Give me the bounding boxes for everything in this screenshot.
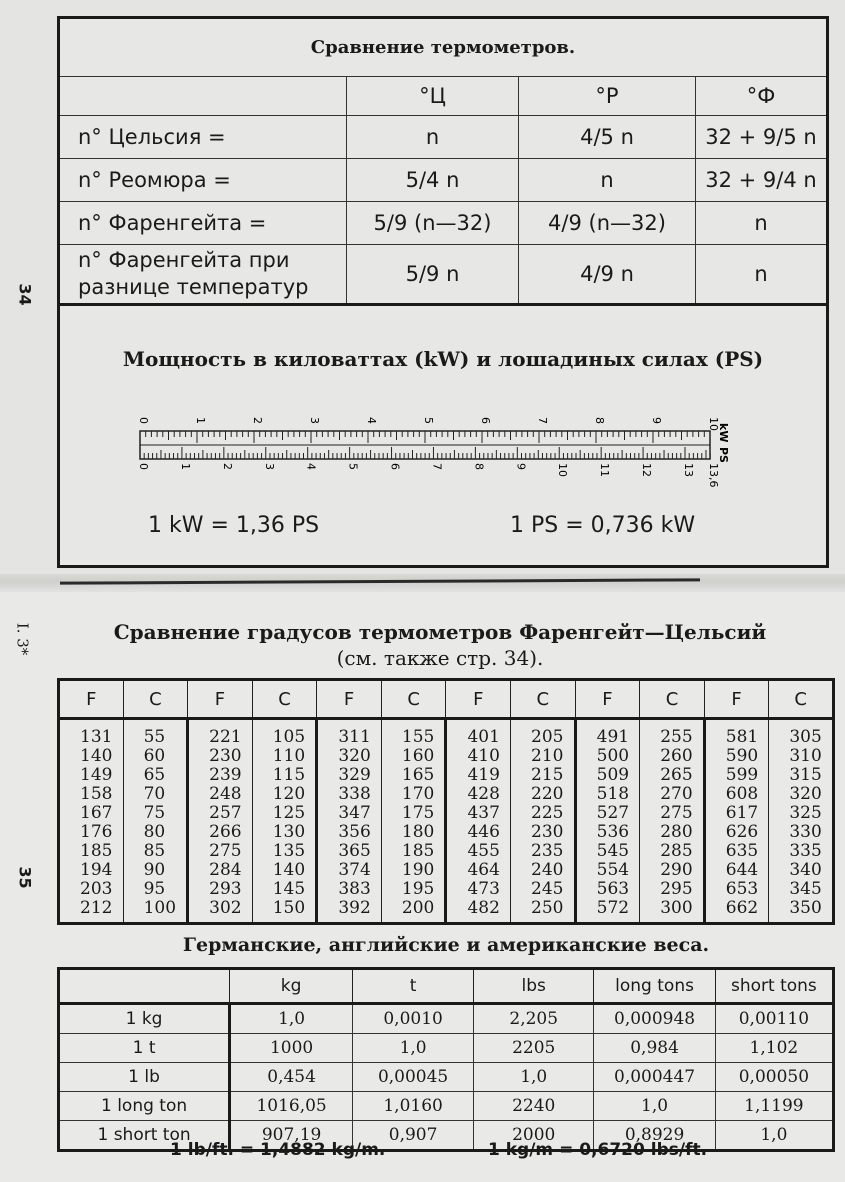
cell-c: 5/4 n [347,159,519,202]
weights-cell: 0,8929 [594,1121,715,1151]
weights-row-label: 1 short ton [59,1121,230,1151]
ps-tick-label: 2 [220,463,234,470]
weights-row-label: 1 lb [59,1063,230,1092]
weights-cell: 0,00045 [353,1063,474,1092]
row-label: n° Реомюра = [60,159,347,202]
weights-cell: 0,454 [230,1063,353,1092]
weights-cell: 0,984 [594,1034,715,1063]
lbft-conversion: 1 lb/ft. = 1,4882 kg/m. [170,1140,386,1160]
fc-header-c: C [511,680,576,719]
cell-c: 5/9 n [347,245,519,305]
ps-tick-label: 0 [137,463,150,470]
fahrenheit-column: 221 230 239 248 257 266 275 284 293 302 [188,719,253,924]
kw-tick-label: 2 [251,417,264,424]
fc-header-f: F [188,680,253,719]
thermometer-comparison-title: Сравнение термометров. [310,37,576,58]
thermometer-power-box [57,16,829,568]
weights-cell: 2240 [474,1092,594,1121]
fc-header-c: C [640,680,705,719]
kw-to-ps: 1 kW = 1,36 PS [148,513,320,538]
kw-tick-label: 4 [365,417,378,424]
weights-cell: 0,907 [353,1121,474,1151]
sheet-mark: I. 3* [13,622,32,656]
ps-tick-label: 8 [472,463,486,470]
fc-table [57,678,835,925]
weights-cell: 0,000447 [594,1063,715,1092]
weights-cell: 1,0 [594,1092,715,1121]
weights-cell: 1,0 [353,1034,474,1063]
weights-cell: 1,1199 [715,1092,833,1121]
weights-cell: 0,0010 [353,1004,474,1034]
ps-tick-label: 1 [178,463,192,470]
weights-table [57,967,835,1152]
weights-cell: 1,0 [474,1063,594,1092]
celsius-column: 55 60 65 70 75 80 85 90 95 100 [123,719,188,924]
kw-tick-label: 10 [707,417,720,431]
kw-tick-label: 6 [479,417,492,424]
celsius-column: 255 260 265 270 275 280 285 290 295 300 [640,719,705,924]
row-label-line1: n° Фаренгейта при [78,248,290,272]
ps-tick-label: 13 [682,463,696,477]
fahrenheit-column: 491 500 509 518 527 536 545 554 563 572 [575,719,640,924]
row-label: n° Цельсия = [60,116,347,159]
header-fahrenheit: °Ф [696,77,827,116]
fc-header-f: F [446,680,511,719]
weights-cell: 2000 [474,1121,594,1151]
fc-header-f: F [59,680,124,719]
cell-f: n [696,245,827,305]
cell-f: 32 + 9/4 n [696,159,827,202]
weights-row-label: 1 long ton [59,1092,230,1121]
weights-header: short tons [715,969,833,1004]
page-number-35: 35 [15,866,35,889]
header-celsius: °Ц [347,77,519,116]
ps-unit-label: PS [717,447,730,463]
cell-r: 4/5 n [519,116,696,159]
fahrenheit-column: 401 410 419 428 437 446 455 464 473 482 [446,719,511,924]
weights-cell: 1016,05 [230,1092,353,1121]
kgm-conversion: 1 kg/m = 0,6720 lbs/ft. [488,1140,708,1160]
row-label [60,245,347,305]
fc-header-c: C [252,680,317,719]
fc-header-c: C [123,680,188,719]
cell-r: 4/9 n [519,245,696,305]
weights-row [59,1092,834,1121]
ps-tick-label: 4 [304,463,318,470]
kw-tick-label: 5 [422,417,435,424]
page-number-34: 34 [15,283,35,306]
fc-title: Сравнение градусов термометров Фаренгейт—Цельсий [113,620,767,644]
weights-header: t [353,969,474,1004]
kw-ps-scale [137,405,780,488]
thermometer-comparison-table [60,76,826,306]
fc-header-f: F [575,680,640,719]
weights-title: Германские, английские и американские веса. [182,934,710,956]
weights-cell: 0,000948 [594,1004,715,1034]
ps-tick-label: 5 [346,463,360,470]
ps-tick-label: 6 [388,463,402,470]
weights-header: long tons [594,969,715,1004]
fahrenheit-column: 311 320 329 338 347 356 365 374 383 392 [317,719,382,924]
weights-cell: 907,19 [230,1121,353,1151]
ps-tick-label: 13,6 [707,463,721,488]
weights-cell: 1,0160 [353,1092,474,1121]
kw-unit-label: kW [717,423,730,443]
kw-tick-label: 7 [536,417,549,424]
weights-header: lbs [474,969,594,1004]
fc-subtitle: (см. также стр. 34). [336,646,544,670]
cell-c: n [347,116,519,159]
cell-r: 4/9 (n—32) [519,202,696,245]
kw-tick-label: 8 [593,417,606,424]
fc-header-f: F [704,680,769,719]
header-empty [60,77,347,116]
weights-cell: 2205 [474,1034,594,1063]
weights-row [59,1004,834,1034]
weights-cell: 0,00110 [715,1004,833,1034]
weights-row [59,1063,834,1092]
celsius-column: 305 310 315 320 325 330 335 340 345 350 [769,719,834,924]
weights-row-label: 1 t [59,1034,230,1063]
weights-header [59,969,230,1004]
fc-header-c: C [381,680,446,719]
kw-tick-label: 0 [137,417,150,424]
weights-cell: 1,0 [715,1121,833,1151]
ps-tick-label: 11 [598,463,612,477]
ps-tick-label: 7 [430,463,444,470]
fahrenheit-column: 581 590 599 608 617 626 635 644 653 662 [704,719,769,924]
celsius-column: 205 210 215 220 225 230 235 240 245 250 [511,719,576,924]
celsius-column: 105 110 115 120 125 130 135 140 145 150 [252,719,317,924]
kw-tick-label: 9 [650,417,663,424]
weights-cell: 1,0 [230,1004,353,1034]
cell-c: 5/9 (n—32) [347,202,519,245]
weights-cell: 0,00050 [715,1063,833,1092]
kw-tick-label: 3 [308,417,321,424]
weights-header: kg [230,969,353,1004]
weights-cell: 1,102 [715,1034,833,1063]
row-label: n° Фаренгейта = [60,202,347,245]
kw-tick-label: 1 [194,417,207,424]
weights-row [59,1034,834,1063]
fc-header-c: C [769,680,834,719]
ps-tick-label: 10 [556,463,570,477]
power-title: Мощность в киловаттах (kW) и лошадиных силах (PS) [122,347,764,371]
ps-tick-label: 3 [262,463,276,470]
cell-f: 32 + 9/5 n [696,116,827,159]
header-reaumur: °Р [519,77,696,116]
ps-tick-label: 12 [640,463,654,478]
cell-r: n [519,159,696,202]
ps-tick-label: 9 [514,463,528,470]
fc-header-f: F [317,680,382,719]
row-label-line2: разнице температур [78,275,309,299]
weights-cell: 1000 [230,1034,353,1063]
cell-f: n [696,202,827,245]
celsius-column: 155 160 165 170 175 180 185 190 195 200 [381,719,446,924]
weights-row-label: 1 kg [59,1004,230,1034]
ps-to-kw: 1 PS = 0,736 kW [510,513,696,538]
weights-cell: 2,205 [474,1004,594,1034]
fahrenheit-column: 131 140 149 158 167 176 185 194 203 212 [59,719,124,924]
